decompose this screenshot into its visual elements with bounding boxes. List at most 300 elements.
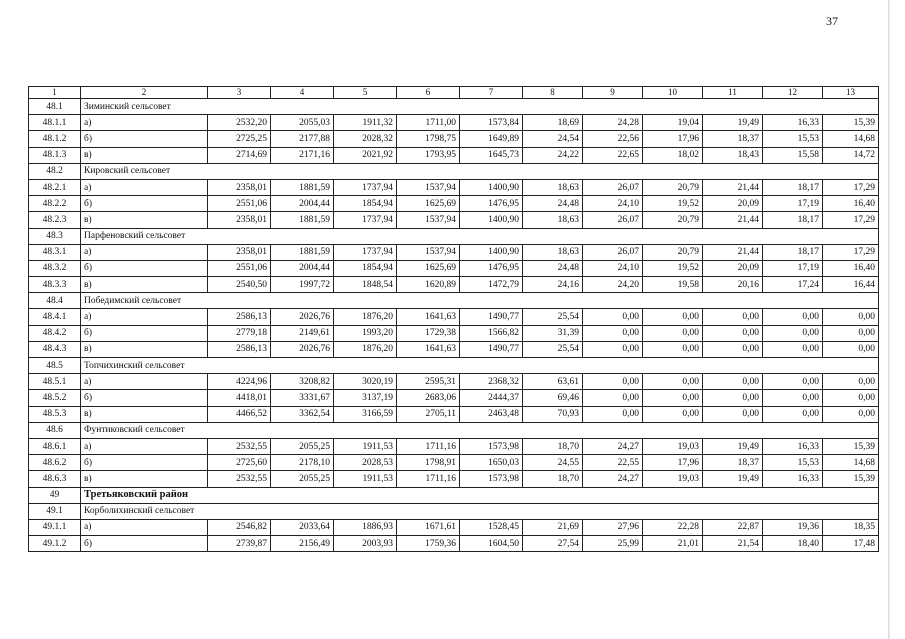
value-cell: 0,00 <box>703 309 763 325</box>
value-cell: 1476,95 <box>460 260 523 276</box>
section-row <box>29 293 879 309</box>
value-cell: 27,54 <box>523 536 583 552</box>
section-row <box>29 503 879 519</box>
row-number: 48.3.3 <box>29 277 81 293</box>
page-number: 37 <box>826 14 838 28</box>
value-cell: 63,61 <box>523 374 583 390</box>
value-cell: 1604,50 <box>460 536 523 552</box>
value-cell: 2683,06 <box>397 390 460 406</box>
value-cell: 1537,94 <box>397 212 460 228</box>
value-cell: 0,00 <box>583 406 643 422</box>
value-cell: 1573,84 <box>460 115 523 131</box>
row-number: 48.2.2 <box>29 196 81 212</box>
value-cell: 19,36 <box>763 519 823 535</box>
value-cell: 0,00 <box>703 341 763 357</box>
value-cell: 0,00 <box>643 406 703 422</box>
section-row <box>29 99 879 115</box>
row-option: а) <box>81 309 208 325</box>
row-number: 48.2.1 <box>29 179 81 195</box>
row-number: 48.4.2 <box>29 325 81 341</box>
table-row <box>29 115 879 131</box>
row-number: 48.4.3 <box>29 341 81 357</box>
table-row <box>29 325 879 341</box>
value-cell: 19,49 <box>703 115 763 131</box>
row-number: 48.3.1 <box>29 244 81 260</box>
district-row <box>29 487 879 503</box>
value-cell: 1886,93 <box>334 519 397 535</box>
value-cell: 18,40 <box>763 536 823 552</box>
value-cell: 15,39 <box>823 438 879 454</box>
value-cell: 24,28 <box>583 115 643 131</box>
value-cell: 0,00 <box>703 374 763 390</box>
value-cell: 25,54 <box>523 309 583 325</box>
value-cell: 69,46 <box>523 390 583 406</box>
row-number: 48.1 <box>29 99 81 115</box>
value-cell: 18,17 <box>763 212 823 228</box>
value-cell: 0,00 <box>763 325 823 341</box>
value-cell: 1490,77 <box>460 341 523 357</box>
value-cell: 0,00 <box>583 390 643 406</box>
value-cell: 2532,55 <box>208 438 271 454</box>
value-cell: 18,43 <box>703 147 763 163</box>
value-cell: 70,93 <box>523 406 583 422</box>
value-cell: 24,27 <box>583 471 643 487</box>
value-cell: 22,56 <box>583 131 643 147</box>
value-cell: 1649,89 <box>460 131 523 147</box>
column-number: 13 <box>823 87 879 99</box>
row-option: в) <box>81 471 208 487</box>
value-cell: 3362,54 <box>271 406 334 422</box>
value-cell: 2714,69 <box>208 147 271 163</box>
value-cell: 1876,20 <box>334 341 397 357</box>
row-option: а) <box>81 179 208 195</box>
value-cell: 1737,94 <box>334 244 397 260</box>
value-cell: 0,00 <box>823 309 879 325</box>
value-cell: 1528,45 <box>460 519 523 535</box>
value-cell: 1400,90 <box>460 212 523 228</box>
value-cell: 1641,63 <box>397 309 460 325</box>
value-cell: 18,37 <box>703 131 763 147</box>
value-cell: 24,55 <box>523 455 583 471</box>
value-cell: 1854,94 <box>334 196 397 212</box>
value-cell: 16,40 <box>823 260 879 276</box>
value-cell: 15,53 <box>763 131 823 147</box>
value-cell: 1911,32 <box>334 115 397 131</box>
row-number: 48.2 <box>29 163 81 179</box>
value-cell: 1848,54 <box>334 277 397 293</box>
value-cell: 18,17 <box>763 244 823 260</box>
section-name: Топчихинский сельсовет <box>81 358 879 374</box>
value-cell: 0,00 <box>643 309 703 325</box>
value-cell: 20,16 <box>703 277 763 293</box>
value-cell: 19,52 <box>643 260 703 276</box>
section-name: Кировский сельсовет <box>81 163 879 179</box>
value-cell: 15,53 <box>763 455 823 471</box>
value-cell: 1993,20 <box>334 325 397 341</box>
value-cell: 19,52 <box>643 196 703 212</box>
table-row <box>29 536 879 552</box>
value-cell: 16,33 <box>763 471 823 487</box>
value-cell: 0,00 <box>763 390 823 406</box>
row-option: а) <box>81 438 208 454</box>
value-cell: 2546,82 <box>208 519 271 535</box>
value-cell: 1997,72 <box>271 277 334 293</box>
row-number: 48.5.2 <box>29 390 81 406</box>
value-cell: 2358,01 <box>208 179 271 195</box>
value-cell: 22,55 <box>583 455 643 471</box>
value-cell: 19,58 <box>643 277 703 293</box>
row-option: б) <box>81 390 208 406</box>
value-cell: 15,39 <box>823 471 879 487</box>
value-cell: 2586,13 <box>208 341 271 357</box>
value-cell: 0,00 <box>763 309 823 325</box>
table-row <box>29 179 879 195</box>
value-cell: 1876,20 <box>334 309 397 325</box>
column-number: 3 <box>208 87 271 99</box>
value-cell: 0,00 <box>643 325 703 341</box>
value-cell: 1476,95 <box>460 196 523 212</box>
value-cell: 0,00 <box>583 325 643 341</box>
row-number: 48.1.3 <box>29 147 81 163</box>
table-row <box>29 438 879 454</box>
row-option: б) <box>81 260 208 276</box>
value-cell: 2551,06 <box>208 260 271 276</box>
value-cell: 1650,03 <box>460 455 523 471</box>
value-cell: 2177,88 <box>271 131 334 147</box>
value-cell: 21,54 <box>703 536 763 552</box>
value-cell: 0,00 <box>643 390 703 406</box>
value-cell: 2021,92 <box>334 147 397 163</box>
value-cell: 18,63 <box>523 179 583 195</box>
value-cell: 22,28 <box>643 519 703 535</box>
table-row <box>29 244 879 260</box>
section-name: Парфеновский сельсовет <box>81 228 879 244</box>
row-number: 49.1.1 <box>29 519 81 535</box>
value-cell: 2004,44 <box>271 260 334 276</box>
value-cell: 1881,59 <box>271 212 334 228</box>
value-cell: 24,10 <box>583 260 643 276</box>
section-name: Фунтиковский сельсовет <box>81 422 879 438</box>
value-cell: 1911,53 <box>334 438 397 454</box>
value-cell: 2026,76 <box>271 309 334 325</box>
value-cell: 1737,94 <box>334 212 397 228</box>
value-cell: 21,44 <box>703 244 763 260</box>
value-cell: 0,00 <box>763 374 823 390</box>
row-number: 48.1.2 <box>29 131 81 147</box>
value-cell: 0,00 <box>583 374 643 390</box>
value-cell: 3020,19 <box>334 374 397 390</box>
value-cell: 17,19 <box>763 196 823 212</box>
value-cell: 2178,10 <box>271 455 334 471</box>
value-cell: 1854,94 <box>334 260 397 276</box>
row-number: 48.3.2 <box>29 260 81 276</box>
table-row <box>29 212 879 228</box>
value-cell: 0,00 <box>763 406 823 422</box>
district-name: Третьяковский район <box>81 487 879 503</box>
column-number: 8 <box>523 87 583 99</box>
value-cell: 2156,49 <box>271 536 334 552</box>
value-cell: 20,09 <box>703 196 763 212</box>
value-cell: 2463,48 <box>460 406 523 422</box>
value-cell: 1881,59 <box>271 244 334 260</box>
row-number: 48.4.1 <box>29 309 81 325</box>
column-number: 2 <box>81 87 208 99</box>
row-number: 48.6 <box>29 422 81 438</box>
value-cell: 18,35 <box>823 519 879 535</box>
value-cell: 2358,01 <box>208 244 271 260</box>
value-cell: 18,70 <box>523 438 583 454</box>
value-cell: 4418,01 <box>208 390 271 406</box>
value-cell: 1793,95 <box>397 147 460 163</box>
column-number: 9 <box>583 87 643 99</box>
section-name: Корболихинский сельсовет <box>81 503 879 519</box>
row-option: б) <box>81 455 208 471</box>
tariff-table <box>28 86 879 552</box>
value-cell: 0,00 <box>583 309 643 325</box>
table-row <box>29 147 879 163</box>
row-option: в) <box>81 341 208 357</box>
row-option: в) <box>81 406 208 422</box>
page-edge-shadow <box>888 0 890 639</box>
value-cell: 20,79 <box>643 212 703 228</box>
value-cell: 19,04 <box>643 115 703 131</box>
value-cell: 1625,69 <box>397 196 460 212</box>
table-row <box>29 406 879 422</box>
value-cell: 2033,64 <box>271 519 334 535</box>
row-option: б) <box>81 196 208 212</box>
value-cell: 2358,01 <box>208 212 271 228</box>
value-cell: 1711,00 <box>397 115 460 131</box>
row-number: 49 <box>29 487 81 503</box>
value-cell: 1798,75 <box>397 131 460 147</box>
value-cell: 0,00 <box>823 374 879 390</box>
value-cell: 17,19 <box>763 260 823 276</box>
value-cell: 18,63 <box>523 244 583 260</box>
row-number: 48.3 <box>29 228 81 244</box>
value-cell: 3208,82 <box>271 374 334 390</box>
table-row <box>29 341 879 357</box>
value-cell: 14,68 <box>823 455 879 471</box>
table-header-row <box>29 87 879 99</box>
value-cell: 0,00 <box>643 374 703 390</box>
value-cell: 4466,52 <box>208 406 271 422</box>
value-cell: 19,03 <box>643 471 703 487</box>
section-row <box>29 358 879 374</box>
table-row <box>29 374 879 390</box>
value-cell: 20,09 <box>703 260 763 276</box>
value-cell: 26,07 <box>583 212 643 228</box>
value-cell: 1641,63 <box>397 341 460 357</box>
value-cell: 2532,55 <box>208 471 271 487</box>
value-cell: 1537,94 <box>397 244 460 260</box>
value-cell: 1490,77 <box>460 309 523 325</box>
value-cell: 0,00 <box>703 406 763 422</box>
value-cell: 1798,91 <box>397 455 460 471</box>
value-cell: 1711,16 <box>397 471 460 487</box>
table-row <box>29 309 879 325</box>
row-number: 48.1.1 <box>29 115 81 131</box>
value-cell: 21,44 <box>703 179 763 195</box>
table-row <box>29 519 879 535</box>
value-cell: 27,96 <box>583 519 643 535</box>
column-number: 6 <box>397 87 460 99</box>
row-number: 48.2.3 <box>29 212 81 228</box>
column-number: 4 <box>271 87 334 99</box>
value-cell: 17,96 <box>643 455 703 471</box>
row-number: 48.5.1 <box>29 374 81 390</box>
value-cell: 1625,69 <box>397 260 460 276</box>
value-cell: 26,07 <box>583 244 643 260</box>
table-row <box>29 471 879 487</box>
value-cell: 24,20 <box>583 277 643 293</box>
row-option: а) <box>81 115 208 131</box>
value-cell: 21,01 <box>643 536 703 552</box>
column-number: 10 <box>643 87 703 99</box>
value-cell: 25,54 <box>523 341 583 357</box>
value-cell: 2171,16 <box>271 147 334 163</box>
value-cell: 16,33 <box>763 115 823 131</box>
value-cell: 21,69 <box>523 519 583 535</box>
value-cell: 19,03 <box>643 438 703 454</box>
value-cell: 2725,60 <box>208 455 271 471</box>
value-cell: 0,00 <box>823 325 879 341</box>
section-name: Победимский сельсовет <box>81 293 879 309</box>
value-cell: 2368,32 <box>460 374 523 390</box>
row-option: б) <box>81 325 208 341</box>
table-row <box>29 131 879 147</box>
row-option: б) <box>81 131 208 147</box>
value-cell: 2540,50 <box>208 277 271 293</box>
value-cell: 1729,38 <box>397 325 460 341</box>
row-option: в) <box>81 212 208 228</box>
value-cell: 2026,76 <box>271 341 334 357</box>
value-cell: 1671,61 <box>397 519 460 535</box>
row-number: 48.6.2 <box>29 455 81 471</box>
value-cell: 18,17 <box>763 179 823 195</box>
row-option: б) <box>81 536 208 552</box>
row-number: 48.6.1 <box>29 438 81 454</box>
section-row <box>29 228 879 244</box>
row-option: в) <box>81 147 208 163</box>
value-cell: 1537,94 <box>397 179 460 195</box>
value-cell: 1566,82 <box>460 325 523 341</box>
value-cell: 2586,13 <box>208 309 271 325</box>
value-cell: 25,99 <box>583 536 643 552</box>
value-cell: 31,39 <box>523 325 583 341</box>
value-cell: 15,39 <box>823 115 879 131</box>
value-cell: 2149,61 <box>271 325 334 341</box>
column-number: 7 <box>460 87 523 99</box>
section-row <box>29 422 879 438</box>
row-number: 48.4 <box>29 293 81 309</box>
value-cell: 4224,96 <box>208 374 271 390</box>
value-cell: 18,63 <box>523 212 583 228</box>
value-cell: 1472,79 <box>460 277 523 293</box>
column-number: 12 <box>763 87 823 99</box>
value-cell: 2444,37 <box>460 390 523 406</box>
value-cell: 24,22 <box>523 147 583 163</box>
value-cell: 0,00 <box>823 390 879 406</box>
value-cell: 1737,94 <box>334 179 397 195</box>
value-cell: 1645,73 <box>460 147 523 163</box>
value-cell: 1881,59 <box>271 179 334 195</box>
value-cell: 0,00 <box>763 341 823 357</box>
value-cell: 2779,18 <box>208 325 271 341</box>
value-cell: 2551,06 <box>208 196 271 212</box>
value-cell: 19,49 <box>703 438 763 454</box>
table-row <box>29 455 879 471</box>
column-number: 5 <box>334 87 397 99</box>
value-cell: 21,44 <box>703 212 763 228</box>
value-cell: 2055,25 <box>271 471 334 487</box>
value-cell: 0,00 <box>643 341 703 357</box>
value-cell: 1911,53 <box>334 471 397 487</box>
value-cell: 2705,11 <box>397 406 460 422</box>
value-cell: 1711,16 <box>397 438 460 454</box>
row-number: 48.6.3 <box>29 471 81 487</box>
value-cell: 20,79 <box>643 179 703 195</box>
value-cell: 1400,90 <box>460 244 523 260</box>
value-cell: 0,00 <box>823 406 879 422</box>
value-cell: 24,27 <box>583 438 643 454</box>
value-cell: 2055,03 <box>271 115 334 131</box>
value-cell: 16,40 <box>823 196 879 212</box>
table-row <box>29 196 879 212</box>
row-option: в) <box>81 277 208 293</box>
row-number: 49.1.2 <box>29 536 81 552</box>
value-cell: 1759,36 <box>397 536 460 552</box>
row-option: а) <box>81 519 208 535</box>
row-option: а) <box>81 244 208 260</box>
value-cell: 17,96 <box>643 131 703 147</box>
value-cell: 24,48 <box>523 196 583 212</box>
table-row <box>29 260 879 276</box>
value-cell: 24,16 <box>523 277 583 293</box>
value-cell: 17,24 <box>763 277 823 293</box>
value-cell: 2028,32 <box>334 131 397 147</box>
value-cell: 26,07 <box>583 179 643 195</box>
row-number: 49.1 <box>29 503 81 519</box>
value-cell: 20,79 <box>643 244 703 260</box>
value-cell: 24,48 <box>523 260 583 276</box>
value-cell: 15,58 <box>763 147 823 163</box>
value-cell: 2028,53 <box>334 455 397 471</box>
value-cell: 17,48 <box>823 536 879 552</box>
value-cell: 24,54 <box>523 131 583 147</box>
value-cell: 17,29 <box>823 179 879 195</box>
value-cell: 2595,31 <box>397 374 460 390</box>
value-cell: 22,65 <box>583 147 643 163</box>
value-cell: 0,00 <box>703 390 763 406</box>
value-cell: 18,69 <box>523 115 583 131</box>
column-number: 11 <box>703 87 763 99</box>
row-number: 48.5.3 <box>29 406 81 422</box>
value-cell: 2532,20 <box>208 115 271 131</box>
table-row <box>29 277 879 293</box>
value-cell: 3137,19 <box>334 390 397 406</box>
value-cell: 24,10 <box>583 196 643 212</box>
value-cell: 2003,93 <box>334 536 397 552</box>
value-cell: 1573,98 <box>460 471 523 487</box>
value-cell: 18,70 <box>523 471 583 487</box>
value-cell: 19,49 <box>703 471 763 487</box>
section-name: Зиминский сельсовет <box>81 99 879 115</box>
value-cell: 2004,44 <box>271 196 334 212</box>
section-row <box>29 163 879 179</box>
value-cell: 16,44 <box>823 277 879 293</box>
value-cell: 18,37 <box>703 455 763 471</box>
value-cell: 2739,87 <box>208 536 271 552</box>
